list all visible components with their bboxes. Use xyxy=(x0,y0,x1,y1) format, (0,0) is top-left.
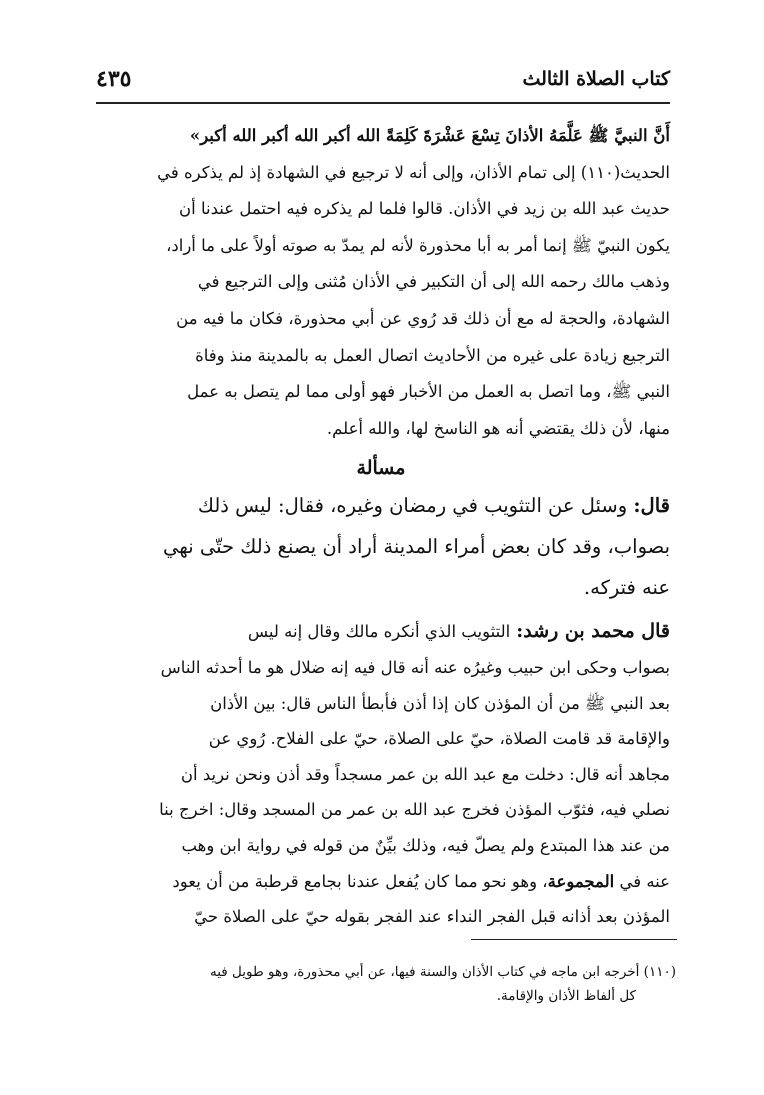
text-line: والإقامة قد قامت الصلاة، حيّ على الصلاة، حيّ على الفلاح. رُوي عن xyxy=(208,729,670,749)
book-reference: المجموعة xyxy=(547,871,615,891)
text-span: عنه في xyxy=(619,871,670,891)
commentary-paragraph xyxy=(92,614,670,934)
intro-paragraph xyxy=(92,118,670,447)
text-line: الترجيع زيادة على غيره من الأحاديث اتصال العمل به بالمدينة منذ وفاة xyxy=(195,345,670,365)
book-title: كتاب الصلاة الثالث xyxy=(522,68,670,90)
text-line: المؤذن بعد أذانه قبل الفجر النداء عند الفجر بقوله حيّ على الصلاة حيّ xyxy=(194,907,670,927)
footnote xyxy=(92,960,676,1008)
text-span: ، وهو نحو مما كان يُفعل عندنا بجامع قرطبة من أن يعود xyxy=(172,871,548,891)
text-line: النبي ﷺ، وما اتصل به العمل من الأخبار فهو أولى مما لم يتصل به عمل xyxy=(187,382,670,402)
text-line: بعد النبي ﷺ من أن المؤذن كان إذا أذن فأبطأ الناس قال: بين الأذان xyxy=(210,693,670,713)
text-line xyxy=(92,614,670,650)
commentary-lead: قال محمد بن رشد: xyxy=(516,620,670,643)
text-line: بصواب وحكى ابن حبيب وغيرُه عنه أنه قال فيه إنه ضلال هو ما أحدثه الناس xyxy=(160,657,670,677)
footnote-divider xyxy=(471,939,677,940)
footnote-line: (١١٠) أخرجه ابن ماجه في كتاب الأذان والسنة فيها، عن أبي محذورة، وهو طويل فيه xyxy=(209,964,676,980)
text-line: مجاهد أنه قال: دخلت مع عبد الله بن عمر مسجداً وقد أذن ونحن نريد أن xyxy=(180,764,670,784)
footnote-line: كل ألفاظ الأذان والإقامة. xyxy=(496,988,636,1004)
hadith-line: أَنَّ النبيَّ ﷺ عَلَّمَهُ الأذانَ تِسْعَ عَشْرَةَ كَلِمَةً الله أكبر الله أكبر الله أكبر» xyxy=(189,126,670,145)
section-heading: مسألة xyxy=(356,457,406,480)
text-line xyxy=(92,485,670,526)
text-line: منها، لأن ذلك يقتضي أنه هو الناسخ لها، والله أعلم. xyxy=(326,418,670,438)
text-span: التثويب الذي أنكره مالك وقال إنه ليس xyxy=(247,622,511,642)
text-line: الحديث(١١٠) إلى تمام الأذان، وإلى أنه لا ترجيع في الشهادة إذ لم يذكره في xyxy=(157,162,670,182)
text-line: نصلي فيه، فثوّب المؤذن فخرج عبد الله بن عمر من المسجد وقال: اخرج بنا xyxy=(159,800,670,820)
text-line: حديث عبد الله بن زيد في الأذان. قالوا فلما لم يذكره فيه احتمل عندنا أن xyxy=(179,199,670,219)
question-lead: قال: xyxy=(633,494,670,518)
page-number: ٤٣٥ xyxy=(96,66,132,92)
page-header xyxy=(96,66,670,96)
text-span: وسئل عن التثويب في رمضان وغيره، فقال: ليس ذلك xyxy=(197,494,628,518)
text-line xyxy=(92,864,670,900)
question-paragraph xyxy=(92,485,670,608)
text-line: من عند هذا المبتدع ولم يصلّ فيه، وذلك بيِّنٌ من قوله في رواية ابن وهب xyxy=(181,835,670,855)
text-line: الشهادة، والحجة له مع أن ذلك قد رُوي عن أبي محذورة، فكان ما فيه من xyxy=(176,308,670,328)
page-body xyxy=(92,118,670,935)
text-line: يكون النبيّ ﷺ إنما أمر به أبا محذورة لأنه لم يمدّ به صوته أولاً على ما أراد، xyxy=(166,235,670,255)
text-line: عنه فتركه. xyxy=(583,576,670,600)
text-line: بصواب، وقد كان بعض أمراء المدينة أراد أن يصنع ذلك حتّى نهي xyxy=(163,535,670,559)
header-divider xyxy=(96,102,670,104)
text-line: وذهب مالك رحمه الله إلى أن التكبير في الأذان مُثنى وإلى الترجيع في xyxy=(197,272,670,292)
